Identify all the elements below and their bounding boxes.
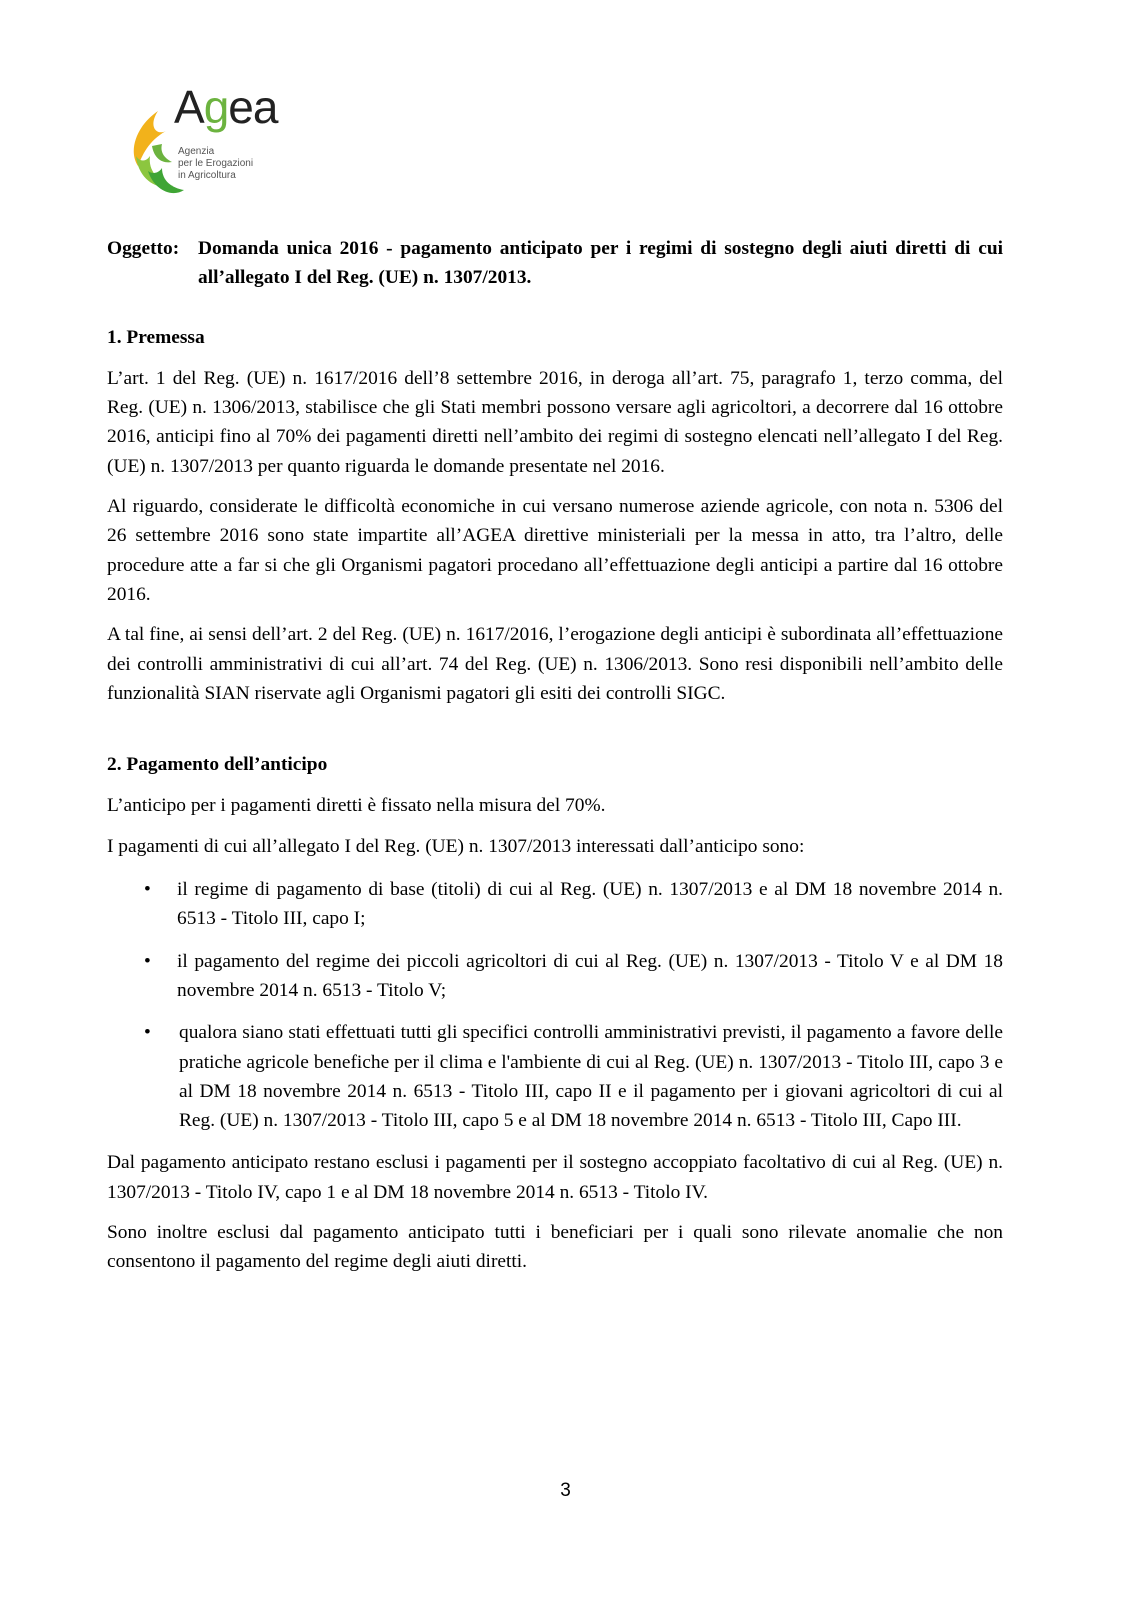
paragraph: L’anticipo per i pagamenti diretti è fissato nella misura del 70%. <box>107 795 606 817</box>
logo-subtitle <box>178 146 253 182</box>
list-item-text: qualora siano stati effettuati tutti gli specifici controlli amministrativi previsti, il pagamento a favore delle pratiche agricole benefiche per il clima e l'ambiente di cui al Reg. (UE) n. 1307/2013 - Titolo III, capo 3 e al DM 18 novembre 2014 n. 6513 - Titolo III, capo II e il pagamento per i giovani agricoltori di cui al Reg. (UE) n. 1307/2013 - Titolo III, capo 5 e al DM 18 novembre 2014 n. 6513 - Titolo III, Capo III. <box>179 1022 1003 1132</box>
list-item-text: il regime di pagamento di base (titoli) di cui al Reg. (UE) n. 1307/2013 e al DM 18 novembre 2014 n. 6513 - Titolo III, capo I; <box>177 879 1003 930</box>
section-2-title: 2. Pagamento dell’anticipo <box>107 754 328 776</box>
paragraph: L’art. 1 del Reg. (UE) n. 1617/2016 dell’8 settembre 2016, in deroga all’art. 75, paragrafo 1, terzo comma, del Reg. (UE) n. 1306/2013, stabilisce che gli Stati membri possono versare agli agricoltori, a decorrere dal 16 ottobre 2016, anticipi fino al 70% dei pagamenti diretti nell’ambito dei regimi di sostegno elencati nell’allegato I del Reg. (UE) n. 1307/2013 per quanto riguarda le domande presentate nel 2016. <box>107 367 1003 477</box>
paragraph: A tal fine, ai sensi dell’art. 2 del Reg. (UE) n. 1617/2016, l’erogazione degli anticipi è subordinata all’effettuazione dei controlli amministrativi di cui all’art. 74 del Reg. (UE) n. 1306/2013. Sono resi disponibili nell’ambito delle funzionalità SIAN riservate agli Organismi pagatori gli esiti dei controlli SIGC. <box>107 624 1003 704</box>
bullet-icon: • <box>144 950 151 972</box>
logo-subtitle-line: in Agricoltura <box>178 170 236 181</box>
paragraph: Sono inoltre esclusi dal pagamento anticipato tutti i beneficiari per i quali sono rilevate anomalie che non consentono il pagamento del regime degli aiuti diretti. <box>107 1222 1003 1273</box>
list-item-text: il pagamento del regime dei piccoli agricoltori di cui al Reg. (UE) n. 1307/2013 - Titolo V e al DM 18 novembre 2014 n. 6513 - Titolo V; <box>177 950 1003 1001</box>
paragraph: Al riguardo, considerate le difficoltà economiche in cui versano numerose aziende agricole, con nota n. 5306 del 26 settembre 2016 sono state impartite all’AGEA direttive ministeriali per la messa in atto, tra l’altro, delle procedure atte a far si che gli Organismi pagatori procedano all’effettuazione degli anticipi a partire dal 16 ottobre 2016. <box>107 496 1003 605</box>
bullet-icon: • <box>144 1022 151 1044</box>
bullet-list <box>107 875 1003 1135</box>
logo-subtitle-line: per le Erogazioni <box>178 158 254 169</box>
document-body <box>107 234 1003 1288</box>
logo-subtitle-line: Agenzia <box>178 146 215 157</box>
subject-text: Domanda unica 2016 - pagamento anticipato per i regimi di sostegno degli aiuti diretti di cui all’allegato I del Reg. (UE) n. 1307/2013. <box>198 238 1003 289</box>
list-item <box>107 947 1003 1006</box>
bullet-icon: • <box>144 879 151 901</box>
subject <box>107 234 1003 293</box>
section-1-title: 1. Premessa <box>107 326 205 348</box>
agea-logo <box>128 81 278 201</box>
logo-wordmark: Agea <box>174 81 278 133</box>
list-item <box>107 1018 1003 1135</box>
paragraph: Dal pagamento anticipato restano esclusi i pagamenti per il sostegno accoppiato facoltativo di cui al Reg. (UE) n. 1307/2013 - Titolo IV, capo 1 e al DM 18 novembre 2014 n. 6513 - Titolo IV. <box>107 1152 1003 1203</box>
paragraph: I pagamenti di cui all’allegato I del Reg. (UE) n. 1307/2013 interessati dall’anticipo sono: <box>107 835 805 857</box>
page-number: 3 <box>560 1480 571 1501</box>
list-item <box>107 875 1003 934</box>
subject-label: Oggetto: <box>107 238 180 259</box>
